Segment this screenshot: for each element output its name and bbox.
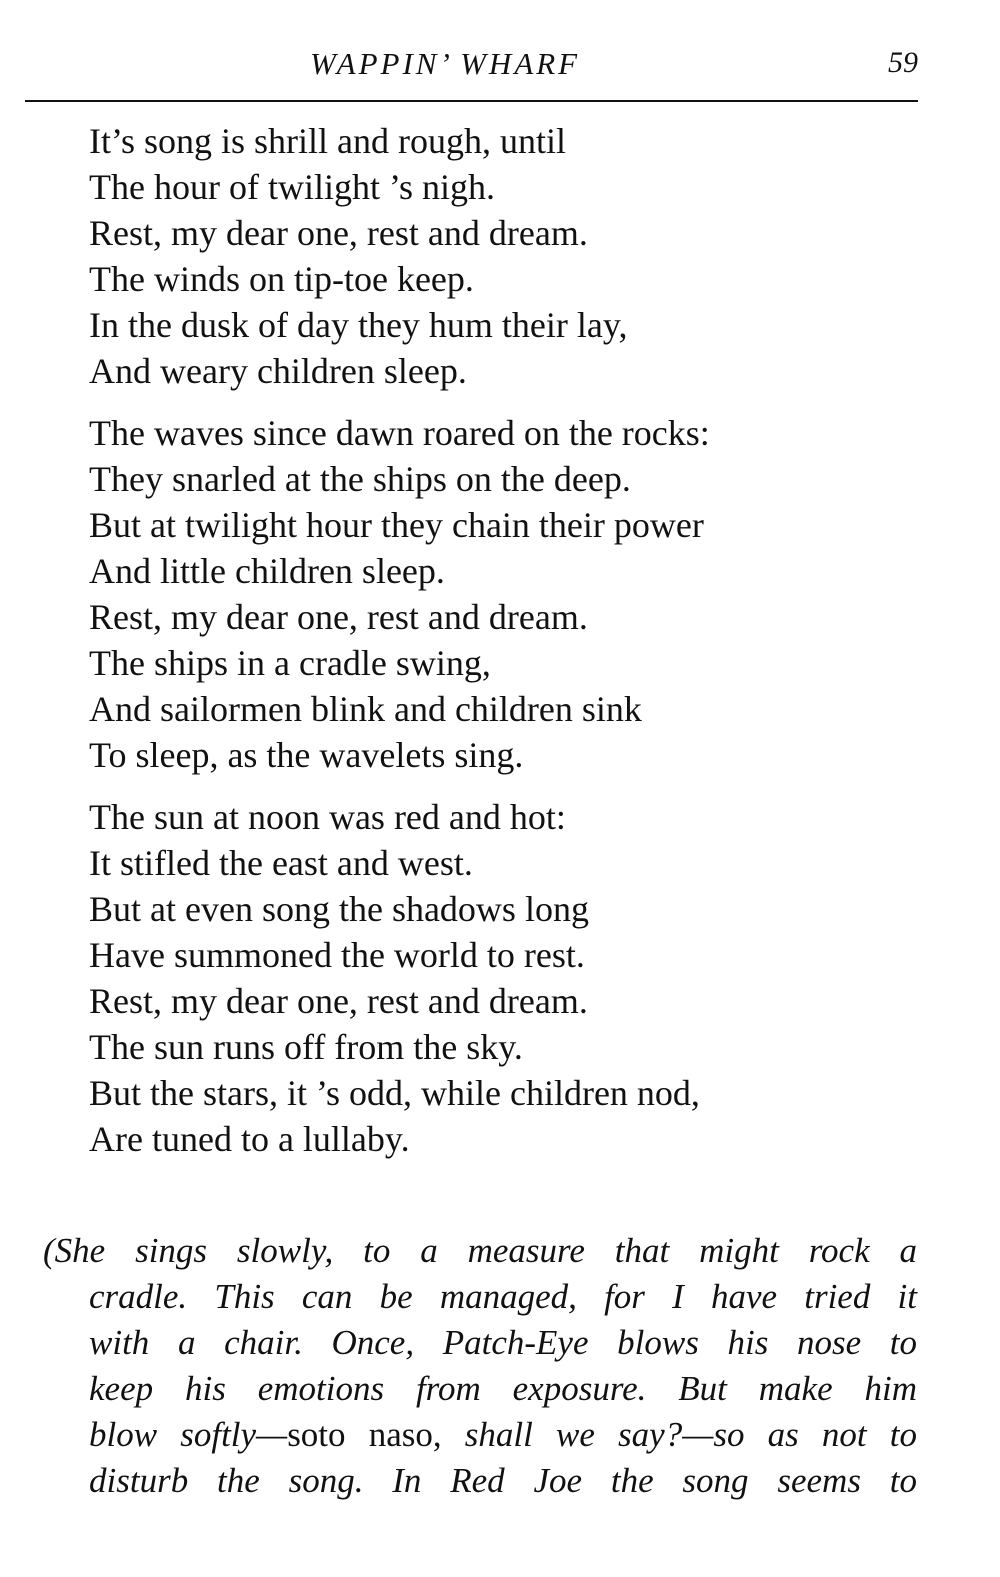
verse-line: Rest, my dear one, rest and dream. — [89, 981, 588, 1021]
running-head — [0, 46, 1000, 90]
verse-line: But at even song the shadows long — [89, 889, 589, 929]
stage-direction — [43, 1228, 917, 1504]
verse-line: Are tuned to a lullaby. — [89, 1119, 410, 1159]
verse-line: It’s song is shrill and rough, until — [89, 121, 566, 161]
stanza-1 — [89, 118, 969, 394]
stage-direction-text: shall we say?—so as not to — [441, 1415, 917, 1454]
verse-line: And weary children sleep. — [89, 351, 467, 391]
verse-line: But at twilight hour they chain their power — [89, 505, 704, 545]
header-rule — [25, 100, 918, 102]
verse-line: And sailormen blink and children sink — [89, 689, 642, 729]
verse-line: And little children sleep. — [89, 551, 445, 591]
stanza-3 — [89, 794, 969, 1162]
verse-line: But the stars, it ’s odd, while children nod, — [89, 1073, 700, 1113]
verse-line: In the dusk of day they hum their lay, — [89, 305, 628, 345]
running-title: WAPPIN’ WHARF — [310, 46, 581, 81]
verse-line: The sun runs off from the sky. — [89, 1027, 523, 1067]
verse-line: The waves since dawn roared on the rocks: — [89, 413, 710, 453]
verse-line: Have summoned the world to rest. — [89, 935, 585, 975]
verse-line: The sun at noon was red and hot: — [89, 797, 566, 837]
stage-direction-line: (She sings slowly, to a measure that might rock a — [43, 1231, 917, 1270]
verse-line: Rest, my dear one, rest and dream. — [89, 597, 588, 637]
verse-line: Rest, my dear one, rest and dream. — [89, 213, 588, 253]
stage-direction-line: keep his emotions from exposure. But make him — [89, 1369, 917, 1408]
stanza-2 — [89, 410, 969, 778]
stage-direction-line: disturb the song. In Red Joe the song seems to — [89, 1461, 917, 1500]
verse-line: The winds on tip-toe keep. — [89, 259, 474, 299]
verse-line: It stifled the east and west. — [89, 843, 473, 883]
verse-line: The hour of twilight ’s nigh. — [89, 167, 495, 207]
stage-direction-line: cradle. This can be managed, for I have tried it — [89, 1277, 917, 1316]
poem-text — [89, 118, 969, 1178]
page-number: 59 — [888, 46, 918, 79]
verse-line: The ships in a cradle swing, — [89, 643, 491, 683]
stage-direction-line: with a chair. Once, Patch-Eye blows his nose to — [89, 1323, 917, 1362]
verse-line: They snarled at the ships on the deep. — [89, 459, 631, 499]
latin-phrase: soto naso, — [287, 1415, 442, 1454]
verse-line: To sleep, as the wavelets sing. — [89, 735, 524, 775]
stage-direction-line — [43, 1412, 917, 1458]
stage-direction-text: blow softly— — [89, 1415, 288, 1454]
